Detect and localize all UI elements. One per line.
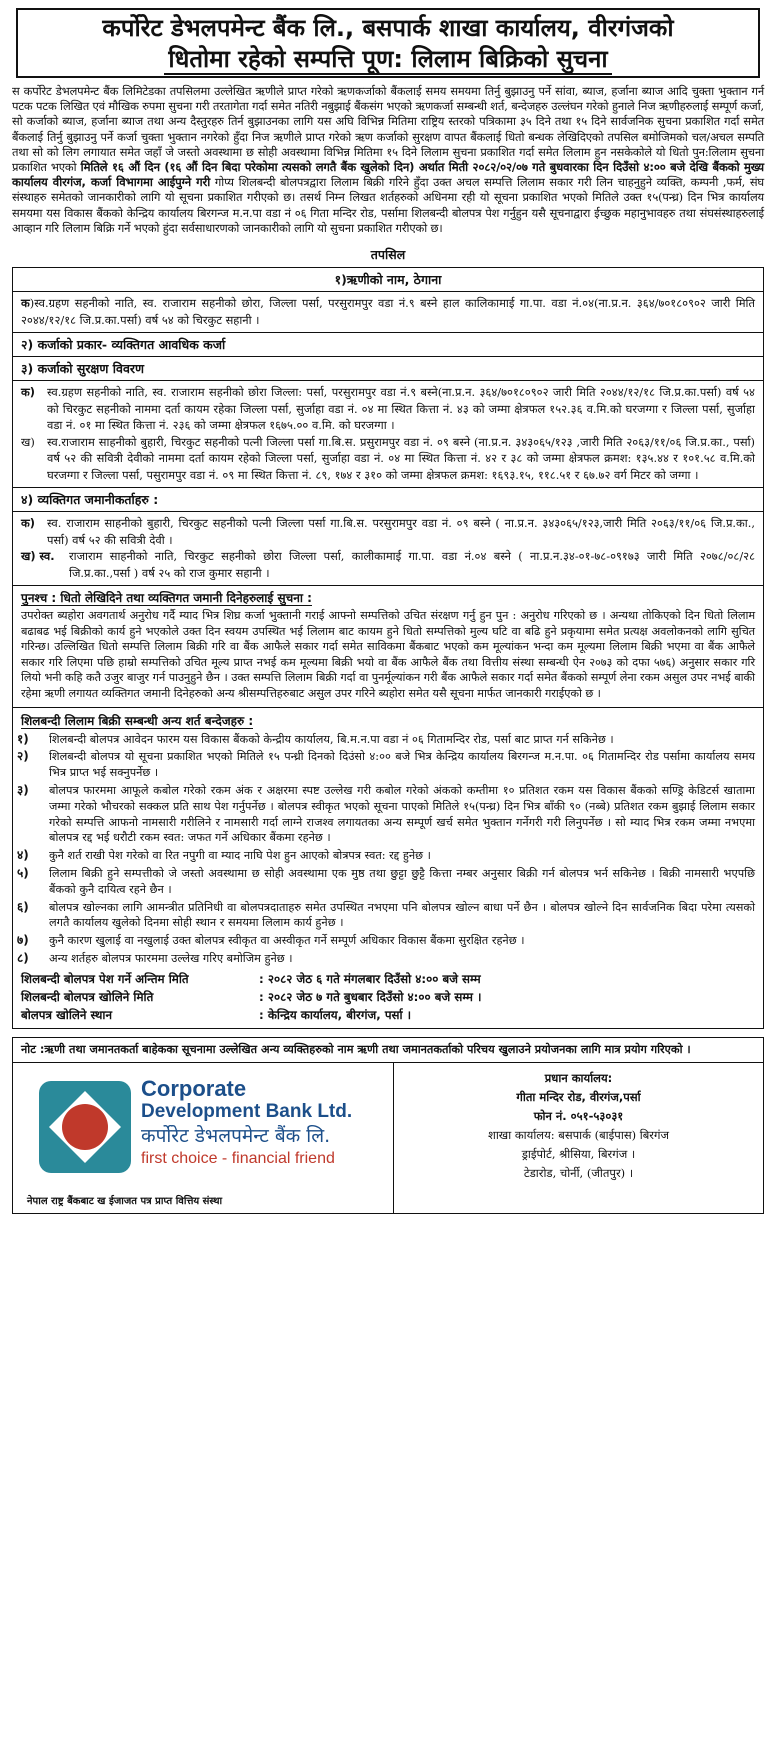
section-1-heading: १)ऋणीको नाम, ठेगाना — [13, 268, 763, 292]
branch-2: ड्राईपोर्ट, श्रीसिया, बिरगंज । — [521, 1146, 636, 1161]
condition-text: लिलाम बिक्री हुने सम्पत्तीको जे जस्तो अवस्थामा छ सोही अवस्थामा एक मुष्ठ तथा छुट्टा छुट्टै कित्ता नम्बर अनुसार बिक्री गर्न बोलपत्र भर्न सकिनेछ । बिक्री नामसारी भएपछि बैंकको कुनै दायित्व रहने छैन । — [49, 866, 755, 896]
condition-number: ८) — [17, 950, 29, 965]
logo-tagline: first choice - financial friend — [141, 1149, 335, 1167]
condition-text: अन्य शर्तहरु बोलपत्र फारममा उल्लेख गरिए बमोजिम हुनेछ । — [49, 951, 293, 965]
condition-item — [13, 932, 763, 950]
guarantor-item-a-text: स्व. राजाराम साहनीको बुहारी, चिरकुट सहनीको पत्नी जिल्ला पर्सा गा.बि.स. परसुरामपुर वडा नं. ०९ बस्ने ( ना.प्र.न. ३४३०६५/१२३,जारी मिति २०६३/११/०६ जि.प्र.का., पर्सा) वर्ष ५२ की सवित्री देवी । — [47, 516, 755, 547]
condition-number: १) — [17, 731, 29, 746]
intro-part-1: स कर्पोरेट डेभलपमेन्ट बैंक लिमिटेडका तपसिलमा उल्लेखित ऋणीले प्राप्त गरेको ऋणकर्जाको बैंकलाई समय समयमा तिर्नु बुझाउनु पर्ने सांवा, ब्याज, हर्जाना ब्याज आदि चुक्ता भुक्तान गर्न पटक पटक लिखित एवं मौखिक रुपमा सुचना गरी तरतागेता गर्दा समेत नतिरी नबुझाई बैंकसंग भएको ऋणकर्जा सम्बन्धी शर्त, बन्देजहरु उल्लंघन गरेको हुनाले निज ऋणीहरुलाई सम्पूर्ण कर्जा, सो कर्जाको ब्याज, हर्जाना ब्याज तथा अन्य दैस्तुरहरु तिर्न बुझाउनका लागि यस अघि विभिन्न मितिमा राष्ट्रिय स्तरको पत्रिकामा ३५ दिने तथा १५ दिने सार्वजनिक सुचना प्रकाशित गर्दा समेत बैंकलाई तिर्नु बुझाउनु पर्ने कर्जा चुक्ता भुक्तान नगरेको हुँदा निज ऋणीले प्राप्त गरेको ऋण कर्जाको सुरक्षण वापत बैंकलाई धितो बन्धक लेखिदिएको तपसिल बमोजिमको चल/अचल सम्पति तथा सो को लिग लगायात समेत जहाँ जे जस्तो अवस्थामा छ सोही अवस्थामा विभिन्न मितिमा १५ दिने लिलाम सुचना प्रकाशित गर्दा समेत लिलाम हुन नसकेकोले यो धितो पुन:लिलाम सुचना प्रकाशित भएको — [12, 84, 764, 175]
bank-logo-icon — [35, 1077, 135, 1177]
date-label: शिलबन्दी बोलपत्र खोलिने मिति — [21, 989, 154, 1004]
condition-number: ६) — [17, 899, 29, 914]
collateral-item-b-text: स्व.राजाराम साहनीको बुहारी, चिरकुट सहनीको पत्नी जिल्ला पर्सा गा.बि.स. प्रसुरामपुर वडा नं. ०९ बस्ने (ना.प्र.न. ३४३०६५/१२३ ,जारी मिति २०६३/११/०६ जि.प्र.का., पर्सा) वर्ष ५२ की सवित्री देवीको नाममा दर्ता कायम रहेको जिल्ला पर्सा, सुर्जाहा वडा नं. ०४ मा स्थित कित्ता नं. ४२ र ३८ को जम्मा क्षेत्रफल क्रमश: १३५.४४ र १०१.५८ व.मि.को घरजग्गा र जिल्ला पर्सा, पसुरामपुर वडा नं. ०९ मा स्थित कित्ता नं. ८९, १७४ र ३१० को जम्मा क्षेत्रफल क्रमश: १६९३.१५, ११८.५१ र ६७.७२ वर्ग मिटर को जग्गा । — [47, 434, 755, 482]
condition-number: ५) — [17, 865, 29, 880]
notice-heading — [13, 586, 763, 606]
condition-item — [13, 782, 763, 847]
notice-page — [8, 8, 768, 1751]
date-value: : २०८२ जेठ ७ गते बुधबार दिउँसो ४:०० बजे सम्म । — [259, 989, 482, 1004]
date-row — [21, 1006, 755, 1024]
condition-text: बोलपत्र खोल्नका लागि आमन्त्रीत प्रतिनिधी वा बोलपत्रदाताहरु समेत उपस्थित नभएमा पनि बोलपत्र खोल्न बाधा पर्ने छैन । बोलपत्र खोल्ने दिन सार्वजनिक बिदा परेमा त्यसको लगतै कार्यालय खुलेको दिनमा सोही स्थान र समयमा लिलाम कार्य हुनेछ । — [49, 900, 755, 930]
collateral-item-b-key: ख) — [21, 434, 35, 449]
conditions-list — [13, 731, 763, 968]
condition-text: बोलपत्र फारममा आफूले कबोल गरेको रकम अंक र अक्षरमा स्पष्ट उल्लेख गरी कबोल गरेको अंकको कम्तीमा १० प्रतिशत रकम यस विकास बैंकको सण्ड्रि केडिटर्स खातामा जम्मा गरेको भौचरको सक्कल प्रति साथ पेश गर्नुपर्नेछ । बोलपत्र स्वीकृत भएको सूचना पाएको मितिले १५(पन्ध्र) दिन भित्र बाँकी ९० (नब्बे) प्रतिशत रकम बुझाई लिलाम सकार गरेको सम्पत्ति आफनो नामसारी गरीलिने र नामसारी गर्दा लाग्ने राजश्व लगायतका अन्य सम्पूर्ण खर्च समेत भुक्तान गर्नेगरी गरी लिनुपर्नेछ । सो म्याद भित्र रकम जम्मा नभएमा बोलपत्र रद्द भई धरौटी रकम स्वत: जफत गर्ने अधिकार बैंकमा रहनेछ । — [49, 783, 755, 845]
section-1-body — [13, 292, 763, 333]
section-2-heading: २) कर्जाको प्रकार- व्यक्तिगत आवधिक कर्जा — [13, 333, 763, 357]
section-1-text: )स्व.ग्रहण सहनीको नाति, स्व. राजाराम सहनीको छोरा, जिल्ला पर्सा, परसुरामपुर वडा नं.९ बस्ने हाल कालिकामाई गा.पा. वडा नं.०४(ना.प्र.न. ३६४/७०१८०९०२ जारी मिति २०४४/१२/१८ जि.प्र.का.पर्सा) वर्ष ५४ को चिरकुट सहानी । — [21, 296, 755, 327]
section-1-key: क — [21, 296, 30, 311]
title-line-2-text: धितोमा रहेको सम्पत्ति पूण: लिलाम बिक्रिको सुचना — [164, 45, 611, 75]
bank-logo-area — [13, 1063, 394, 1213]
intro-paragraph — [12, 84, 764, 236]
notice-heading-text: पुनश्च : धितो लेखिदिने तथा व्यक्तिगत जमानी दिनेहरुलाई सुचना : — [21, 591, 312, 606]
section-4-heading: ४) व्यक्तिगत जमानीकर्ताहरु : — [13, 488, 763, 512]
title-line-1: कर्पोरेट डेभलपमेन्ट बैंक लि., बसपार्क शाखा कार्यालय, वीरगंजको — [102, 14, 674, 42]
condition-text: शिलबन्दी बोलपत्र आवेदन फारम यस विकास बैंकको केन्द्रीय कार्यालय, बि.म.न.पा वडा नं ०६ गितामन्दिर रोड, पर्सा बाट प्राप्त गर्न सकिनेछ । — [49, 732, 614, 746]
condition-number: ३) — [17, 782, 29, 797]
collateral-item-a-key: क) — [21, 385, 35, 400]
footnote: नोट :ऋणी तथा जमानतकर्ता बाहेकका सूचनामा उल्लेखित अन्य व्यक्तिहरुको नाम ऋणी तथा जमानतकर्ताको परिचय खुलाउने प्रयोजनका लागि मात्र प्रयोग गरिएको । — [12, 1037, 764, 1063]
collateral-item-b — [21, 434, 755, 484]
logo-en-line-1: Corporate — [141, 1075, 247, 1101]
logo-red-circle — [62, 1104, 108, 1150]
logo-en-line-2: Development Bank Ltd. — [141, 1100, 353, 1122]
date-row — [21, 970, 755, 988]
date-label: शिलबन्दी बोलपत्र पेश गर्ने अन्तिम मिति — [21, 971, 189, 986]
tapasil-heading: तपसिल — [370, 247, 406, 263]
condition-number: ४) — [17, 848, 29, 863]
license-text: नेपाल राष्ट्र बैंकबाट ख ईजाजत पत्र प्राप्त वित्तिय संस्था — [27, 1195, 223, 1207]
condition-item — [13, 748, 763, 782]
contact-info — [394, 1063, 763, 1213]
branch-office-line: शाखा कार्यालय: बसपार्क (बाईपास) बिरगंज — [488, 1127, 669, 1142]
details-box — [12, 267, 764, 1029]
condition-text: कुनै शर्त राखी पेश गरेको वा रित नपुगी वा म्याद नाघि पेश हुन आएको बोत्रपत्र स्वत: रद्द हुनेछ । — [49, 849, 431, 863]
date-row — [21, 988, 755, 1006]
condition-text: कुनै कारण खुलाई वा नखुलाई उक्त बोलपत्र स्वीकृत वा अस्वीकृत गर्ने सम्पूर्ण अधिकार विकास बैंकमा सुरक्षित रहनेछ । — [49, 934, 525, 948]
date-value: : २०८२ जेठ ६ गते मंगलबार दिउँसो ४:०० बजे सम्म — [259, 971, 481, 986]
condition-text: शिलबन्दी बोलपत्र यो सूचना प्रकाशित भएको मितिले १५ पन्ध्री दिनको दिउंसो ४:०० बजे भित्र केन्द्रिय कार्यालय बिरगन्ज म.न.पा. ०६ गितामन्दिर रोड पर्सामा कार्यालय समय भित्र प्राप्त भई सक्नुपर्नेछ । — [49, 750, 755, 780]
collateral-item-a-text: स्व.ग्रहण सहनीको नाति, स्व. राजाराम सहनीको छोरा जिल्ला: पर्सा, परसुरामपुर वडा नं.९ बस्ने(ना.प्र.न. ३६४/७०१८०९०२ जारी मिति २०४४/१२/१८ जि.प्र.का.पर्सा) वर्ष ५४ को चिरकुट सहनीको नाममा दर्ता कायम रहेका जिल्ला पर्सा, सुर्जाहा वडा नं. ०४ मा स्थित कित्ता नं. ४३ को जम्मा क्षेत्रफल १५२.३६ व.मि.को घरजग्गा र जिल्ला पर्सा, सुर्जाहा वडा नं. ०१ मा स्थित कित्ता नं. २३६ को जम्मा क्षेत्रफल १६७५.०० व.मि. को घरजग्गा । — [47, 385, 755, 433]
conditions-heading-text: शिलबन्दी लिलाम बिक्री सम्बन्धी अन्य शर्त बन्देजहरु : — [21, 713, 254, 728]
guarantor-item-a — [21, 515, 755, 548]
logo-np-name: कर्पोरेट डेभलपमेन्ट बैंक लि. — [141, 1124, 331, 1147]
condition-item — [13, 899, 763, 933]
section-3-heading: ३) कर्जाको सुरक्षण विवरण — [13, 357, 763, 381]
section-3-body — [13, 381, 763, 488]
title-line-2 — [18, 44, 758, 76]
notice-body: उपरोक्त ब्यहोरा अवगतार्थ अनुरोध गर्दै म्याद भित्र शिघ्र कर्जा भुक्तानी गराई आफ्नो सम्पत्तिको उचित संरक्षण गर्नु हुन पुन : अनुरोध गरिएको छ । अन्यथा तोकिएको दिन धितो लिलाम बढाबढ भई बिक्रीको कार्य हुने भएकोले उक्त दिन स्वयम उपस्थित भई लिलाम बाट कायम हुने धितो सम्पत्तिको मुल्य घटि वा बढि हुने प्रकृयामा समेत प्रत्यक्ष अवलोकनको लागि सुचित गरिन्छ। उल्लिखित धितो सम्पत्ति लिलाम बिक्री गरि वा बैंक आफैले सकार गर्दा समेत साविकमा बैंकबाट भएको कम मूल्यांकन भन्दा कम मूल्यमा लिलाम बिक्री भएमा वा बैंक आफैले सकार गरि लिएमा पछि हाम्रो सम्पत्तिको उचित मूल्य प्राप्त नभई कम मूल्यमा बिक्री भयो वा बैंक आफैले बैंक तथा वित्तीय संस्था सम्बन्धी ऐन २०७३ को दफा ५७६) अनुसार सकार गरि लियो भनी कहि कतै उजुर बाजुर गर्न पाउनुहुने छैन । उक्त सम्पत्ति लिलाम बिक्री गर्दा वा पुनर्मूल्यांकन गरी बैंक आफैले सकार गर्दा समेत बैंकको सम्पूर्ण लेना रकम असुल उपर नभई बाकी रहेमा ऋणी लगायत व्यक्तिगत जमानी दिनेहरुको अन्य श्रीसम्पत्तिहरुबाट असुल उपर गरिने ब्यहोरा समेत यसै सूचना मार्फत जानकारी गराईएको छ । — [13, 606, 763, 708]
intro-part-2: गोप्य शिलबन्दी बोलपत्रद्वारा लिलाम बिक्री गरिने हुँदा उक्त अचल सम्पत्ति लिलाम सकार गरी लिन चाहनुहुने व्यक्ति, कम्पनी ,फर्म, संघ संस्थाहरु समेतको जानकारीको लागि यो सूचना प्रकाशित गरीएको छ। तसर्थ निम्न लिखत शर्तहरुको अधिनमा रही यो सूचना प्रकाशित भएको मितिले उक्त १५(पन्ध्र) दिन भित्र कार्यालय समयमा यस विकास बैंकको केन्द्रिय कार्यालय बिरगन्ज म.न.पा वडा नं ०६ गिता मन्दिर रोड, पर्सामा शिलबन्दी बोलपत्र पेश गर्नुहुन यसै सूचनाद्वारा ईच्छुक महानुभावहरु तथा संघसंस्थाहरुलाई आव्हान गरि लिलाम बिक्रि गर्ने भएको हुंदा सर्वसाधारणको जानकारीको लागि यो सुचना प्रकाशित गरीएको छ। — [12, 175, 764, 235]
branch-3: टेडारोड, चोर्नी, (जीतपुर) । — [523, 1165, 634, 1180]
guarantor-item-a-key: क) — [21, 516, 35, 531]
guarantor-item-b-text: राजाराम साहनीको नाति, चिरकुट सहनीको छोरा जिल्ला पर्सा, कालीकामाई गा.पा. वडा नं.०४ बस्ने ( ना.प्र.न.३४-०१-७८-०९१७३ जारी मिति २०७८/०८/२८ जि.प्र.का.,पर्सा ) वर्ष २५ को राज कुमार सहानी । — [69, 549, 755, 580]
condition-item — [13, 865, 763, 899]
dates-block — [13, 968, 763, 1028]
bank-logo-text — [141, 1077, 386, 1169]
footer — [12, 1063, 764, 1214]
head-office-label: प्रधान कार्यालय: — [544, 1070, 613, 1085]
condition-item — [13, 847, 763, 865]
date-label: बोलपत्र खोलिने स्थान — [21, 1007, 113, 1022]
condition-item — [13, 731, 763, 749]
guarantor-item-b — [21, 548, 755, 581]
phone-number: फोन नं. ०५१-५३०३१ — [533, 1108, 624, 1123]
date-value: : केन्द्रिय कार्यालय, बीरगंज, पर्सा । — [259, 1007, 412, 1022]
notice-title-box — [16, 8, 760, 78]
collateral-item-a — [21, 384, 755, 434]
intro-bold-part: मितिले १६ औं दिन (१६ औं दिन बिदा परेकोमा त्यसको लगतै बैंक खुलेको दिन) अर्थात मिती २०८२/०२/०७ गते बुधवारका दिन दिउँसो ४:०० बजे देखि बैंकको मुख्य कार्यालय वीरगंज, कर्जा विभागमा आईपुग्ने गरी — [12, 160, 764, 190]
condition-item — [13, 950, 763, 968]
conditions-heading — [13, 708, 763, 731]
head-office-address: गीता मन्दिर रोड, वीरगंज,पर्सा — [516, 1089, 641, 1104]
condition-number: ७) — [17, 933, 29, 948]
section-4-body — [13, 512, 763, 586]
condition-number: २) — [17, 749, 29, 764]
guarantor-item-b-key: ख) स्व. — [21, 549, 55, 564]
